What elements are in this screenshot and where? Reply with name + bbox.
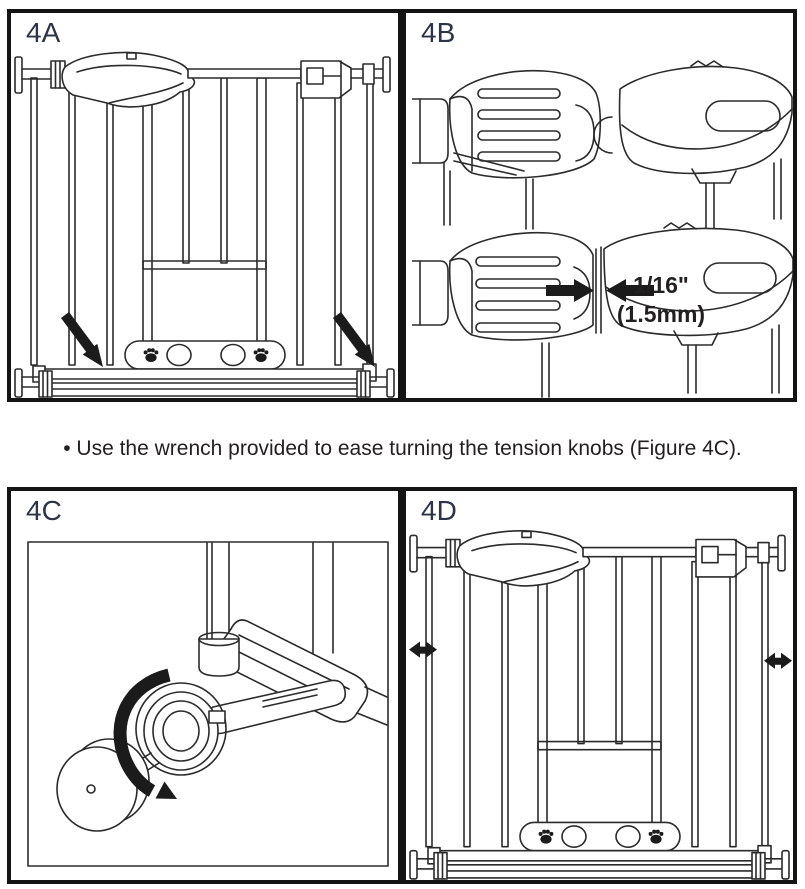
figure-label-4b: 4B: [421, 17, 456, 48]
figure-panel-4a: [7, 9, 402, 402]
figure-4b-knob-closeup-drawing: [406, 13, 793, 398]
figure-4a-gate-drawing: [11, 13, 398, 398]
measurement-metric: (1.5mm): [616, 300, 706, 327]
press-down-arrow-right-icon: [337, 315, 375, 367]
figure-label-4c: 4C: [26, 495, 62, 526]
press-down-arrow-left-icon: [65, 315, 103, 367]
figure-panel-4c: [7, 487, 402, 884]
figure-4d-gate-drawing: [406, 491, 793, 880]
figure-4c-wrench-drawing: [11, 491, 398, 880]
knob-closeup-before: [412, 61, 792, 235]
figure-label-4a: 4A: [26, 17, 61, 48]
wrench-on-tension-knob: [57, 680, 345, 831]
figure-panel-4d: [402, 487, 797, 884]
instruction-text: • Use the wrench provided to ease turning the tension knobs (Figure 4C).: [63, 437, 742, 460]
figure-panel-4b: [402, 9, 797, 402]
measurement-imperial: 1/16": [633, 272, 689, 298]
figure-label-4d: 4D: [421, 495, 457, 526]
gap-measurement-callout: [591, 271, 731, 329]
